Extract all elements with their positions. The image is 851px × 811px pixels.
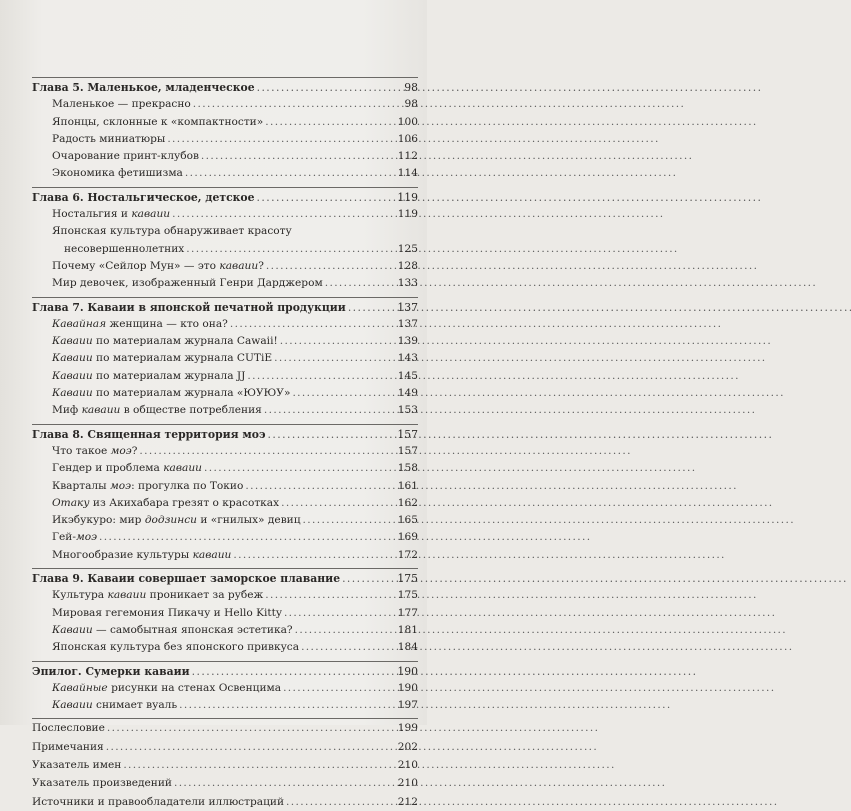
page-number: 165 (397, 514, 418, 527)
dot-leader (283, 680, 396, 697)
page-number: 119 (397, 208, 418, 221)
toc-entry-title: Многообразие культуры каваии (52, 548, 232, 561)
toc-entry-title: Источники и правообладатели иллюстраций (32, 795, 285, 808)
page-number: 199 (397, 722, 418, 735)
page-number: 119 (397, 190, 418, 204)
dot-leader (257, 79, 396, 96)
toc-entry-title: Японцы, склонные к «компактности» (52, 115, 264, 128)
page-number: 153 (397, 404, 418, 417)
toc-chapter-heading[interactable] (32, 299, 418, 316)
book-page (0, 0, 427, 808)
toc-entry-title: Миф каваии в обществе потребления (52, 404, 262, 417)
dot-leader (204, 460, 396, 477)
toc-entry-title: Глава 7. Каваии в японской печатной продукции (32, 300, 346, 314)
toc-entry[interactable] (32, 443, 418, 460)
toc-entry[interactable] (32, 794, 418, 811)
section-divider (32, 718, 418, 719)
page-number: 125 (397, 242, 418, 255)
toc-entry-title: Что такое моэ? (52, 444, 138, 457)
dot-leader (192, 663, 396, 680)
toc-entry-title: Эпилог. Сумерки каваии (32, 664, 190, 678)
toc-entry[interactable] (32, 131, 418, 148)
page-number: 112 (397, 150, 418, 163)
dot-leader (172, 206, 396, 223)
toc-entry-title: Послесловие (32, 722, 105, 735)
toc-entry-title: Глава 8. Священная территория моэ (32, 427, 266, 441)
toc-entry-title: Каваии снимает вуаль (52, 699, 178, 712)
page-number: 177 (397, 606, 418, 619)
page-number: 106 (397, 132, 418, 145)
toc-entry[interactable] (32, 223, 418, 240)
page-number: 98 (404, 81, 418, 94)
toc-entry-title: несовершеннолетних (64, 242, 185, 255)
toc-entry[interactable] (32, 720, 418, 737)
page-number: 139 (397, 335, 418, 348)
dot-leader (280, 333, 396, 350)
toc-chapter-heading[interactable] (32, 189, 418, 206)
page-number: 149 (397, 387, 418, 400)
dot-leader (230, 316, 396, 333)
toc-chapter-heading[interactable] (32, 570, 418, 587)
dot-leader (179, 697, 396, 714)
toc-entry-title: Примечания (32, 740, 104, 753)
toc-chapter-heading[interactable] (32, 426, 418, 443)
toc-entry[interactable] (32, 114, 418, 131)
toc-entry-title: Кавайные рисунки на стенах Освенцима (52, 681, 282, 694)
toc-entry-title: Каваии по материалам журнала Cawaii! (52, 335, 278, 348)
toc-entry[interactable] (32, 739, 418, 756)
toc-entry-title: Японская культура без японского привкуса (52, 641, 300, 654)
page-number: 143 (397, 352, 418, 365)
dot-leader (266, 258, 396, 275)
page-number: 161 (397, 479, 418, 492)
dot-leader (292, 385, 395, 402)
toc-entry[interactable] (32, 757, 418, 774)
toc-entry-title: Икэбукуро: мир додзинси и «гнилых» девиц (52, 514, 301, 527)
toc-entry[interactable] (32, 165, 418, 182)
toc-entry[interactable] (32, 258, 418, 275)
toc-entry[interactable] (32, 385, 418, 402)
dot-leader (268, 426, 396, 443)
page-number: 190 (397, 681, 418, 694)
section-divider (32, 187, 418, 188)
toc-entry-title: Очарование принт-клубов (52, 150, 199, 163)
toc-entry[interactable] (32, 697, 418, 714)
dot-leader (284, 605, 396, 622)
toc-entry[interactable] (32, 587, 418, 604)
section-divider (32, 424, 418, 425)
dot-leader (201, 148, 396, 165)
toc-entry[interactable] (32, 639, 418, 656)
toc-entry-title: Гей-моэ (52, 531, 98, 544)
toc-entry-title: Глава 5. Маленькое, младенческое (32, 81, 255, 94)
toc-entry-title: Глава 9. Каваии совершает заморское плавание (32, 572, 341, 586)
page-number: 169 (397, 531, 418, 544)
toc-entry[interactable] (32, 605, 418, 622)
toc-entry[interactable] (32, 316, 418, 333)
toc-entry[interactable] (32, 333, 418, 350)
toc-entry-title: Каваии по материалам журнала «ЮУЮУ» (52, 387, 291, 400)
page-number: 210 (397, 777, 418, 790)
dot-leader (106, 739, 396, 756)
page-number: 98 (404, 98, 418, 111)
toc-entry[interactable] (32, 206, 418, 223)
page-number: 175 (397, 572, 418, 586)
toc-entry-title: Экономика фетишизма (52, 167, 183, 180)
page-number: 202 (397, 740, 418, 753)
dot-leader (99, 529, 396, 546)
dot-leader (193, 96, 396, 113)
table-of-contents (32, 77, 418, 811)
toc-entry-title: Кварталы моэ: прогулка по Токио (52, 479, 244, 492)
toc-entry-title: Японская культура обнаруживает красоту (52, 225, 292, 238)
dot-leader (186, 241, 396, 258)
dot-leader (348, 299, 396, 316)
toc-entry[interactable] (32, 680, 418, 697)
toc-entry-title: Радость миниатюры (52, 132, 166, 145)
dot-leader (257, 189, 396, 206)
toc-entry-title: Кавайная женщина — кто она? (52, 317, 228, 330)
page-number: 172 (397, 548, 418, 561)
page-number: 145 (397, 369, 418, 382)
toc-entry-title: Маленькое — прекрасно (52, 98, 191, 111)
page-number: 197 (397, 699, 418, 712)
toc-entry[interactable] (32, 96, 418, 113)
dot-leader (233, 547, 395, 564)
page-number: 157 (397, 444, 418, 457)
toc-entry-title: Ностальгия и каваии (52, 208, 171, 221)
toc-entry-title: Почему «Сейлор Мун» — это каваии? (52, 259, 264, 272)
toc-entry-title: Каваии по материалам журнала JJ (52, 369, 246, 382)
page-number: 128 (397, 259, 418, 272)
section-divider (32, 661, 418, 662)
page-number: 181 (397, 623, 418, 636)
dot-leader (123, 757, 395, 774)
toc-entry-title: Гендер и проблема каваии (52, 462, 203, 475)
toc-entry-title: Отаку из Акихабара грезят о красотках (52, 496, 280, 509)
toc-entry[interactable] (32, 350, 418, 367)
dot-leader (167, 131, 395, 148)
toc-entry-title: Глава 6. Ностальгическое, детское (32, 190, 255, 204)
page-number: 137 (397, 317, 418, 330)
dot-leader (185, 165, 396, 182)
dot-leader (139, 443, 395, 460)
toc-entry-title: Указатель имен (32, 758, 122, 771)
dot-leader (301, 639, 396, 656)
toc-entry-title: Культура каваии проникает за рубеж (52, 589, 264, 602)
toc-entry[interactable] (32, 402, 418, 419)
dot-leader (342, 570, 395, 587)
toc-entry-title: Мировая гегемония Пикачу и Hello Kitty (52, 606, 282, 619)
toc-entry-title: Указатель произведений (32, 777, 172, 790)
toc-entry[interactable] (32, 622, 418, 639)
page-number: 100 (397, 115, 418, 128)
dot-leader (303, 512, 396, 529)
toc-entry[interactable] (32, 775, 418, 792)
dot-leader (107, 720, 396, 737)
page-number: 212 (397, 795, 418, 808)
dot-leader (274, 350, 396, 367)
page-number: 162 (397, 496, 418, 509)
page-number: 133 (397, 277, 418, 290)
section-divider (32, 297, 418, 298)
toc-entry-title: Каваии по материалам журнала CUTiE (52, 352, 273, 365)
dot-leader (325, 275, 396, 292)
dot-leader (295, 622, 396, 639)
toc-entry[interactable] (32, 241, 418, 258)
toc-entry[interactable] (32, 460, 418, 477)
dot-leader (265, 114, 396, 131)
toc-entry[interactable] (32, 275, 418, 292)
toc-entry[interactable] (32, 148, 418, 165)
page-number: 137 (397, 300, 418, 314)
page-number: 157 (397, 427, 418, 441)
toc-chapter-heading[interactable] (32, 79, 418, 96)
section-divider (32, 568, 418, 569)
toc-entry[interactable] (32, 495, 418, 512)
dot-leader (247, 368, 395, 385)
dot-leader (265, 587, 395, 604)
page-number: 158 (397, 462, 418, 475)
toc-entry-title: Мир девочек, изображенный Генри Дарджером (52, 277, 323, 290)
dot-leader (286, 794, 396, 811)
page-number: 175 (397, 589, 418, 602)
toc-entry[interactable] (32, 529, 418, 546)
page-number: 184 (397, 641, 418, 654)
dot-leader (174, 775, 396, 792)
dot-leader (264, 402, 396, 419)
section-divider (32, 77, 418, 78)
toc-entry[interactable] (32, 368, 418, 385)
toc-entry-title: Каваии — самобытная японская эстетика? (52, 623, 293, 636)
page-number: 210 (397, 758, 418, 771)
toc-entry[interactable] (32, 478, 418, 495)
dot-leader (245, 478, 395, 495)
toc-chapter-heading[interactable] (32, 663, 418, 680)
dot-leader (281, 495, 396, 512)
page-number: 114 (397, 167, 418, 180)
toc-entry[interactable] (32, 512, 418, 529)
page-number: 190 (397, 664, 418, 678)
toc-entry[interactable] (32, 547, 418, 564)
